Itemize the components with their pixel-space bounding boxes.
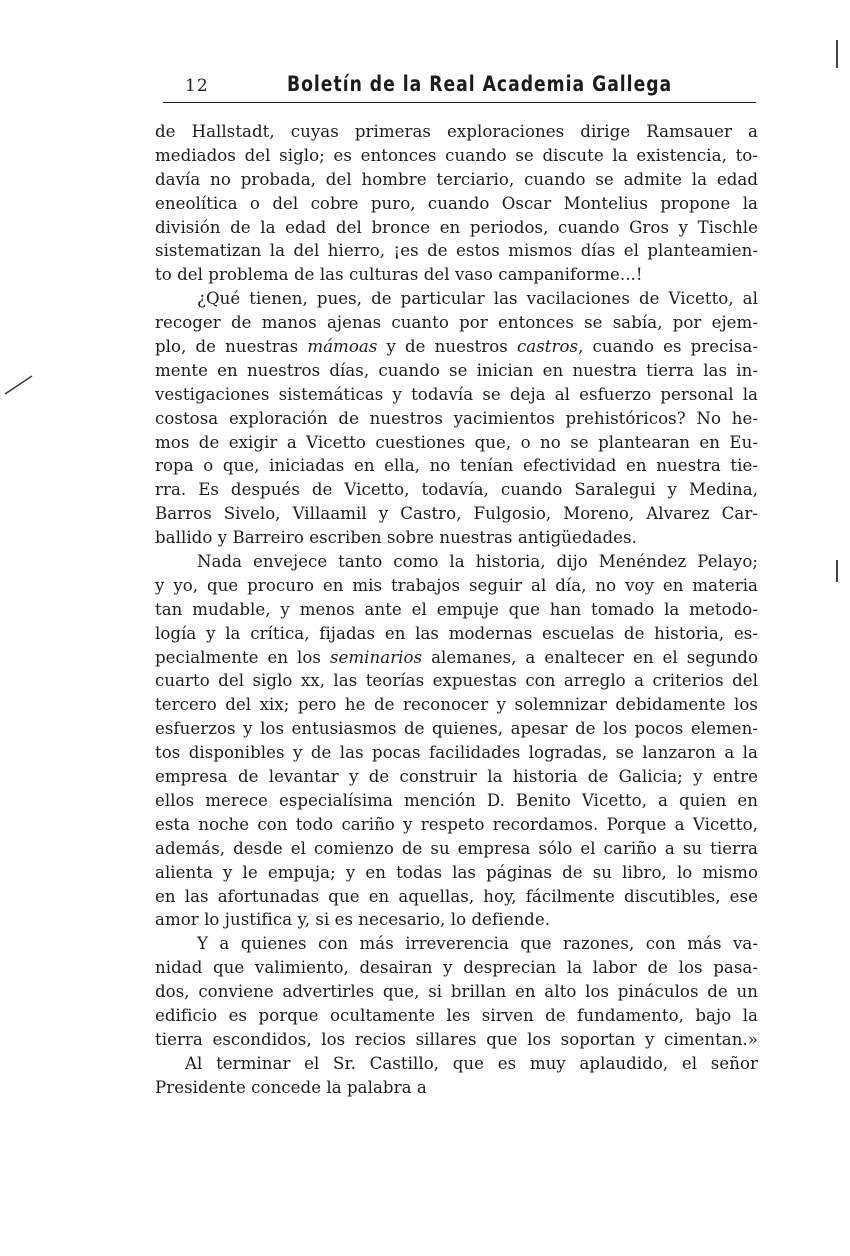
text-line: ellos merece especialísima mención D. Benito Vicetto, a quien en <box>155 790 758 810</box>
scan-edge-mark <box>836 40 838 68</box>
text-line: ¿Qué tienen, pues, de particular las vacilaciones de Vicetto, al <box>197 289 758 309</box>
text-line: pecialmente en los seminarios alemanes, a enaltecer en el segundo <box>155 647 758 667</box>
text-line: tos disponibles y de las pocas facilidades logradas, se lanzaron a la <box>155 743 758 763</box>
text-line: davía no probada, del hombre terciario, cuando se admite la edad <box>155 169 758 189</box>
text-line: edificio es porque ocultamente les sirven de fundamento, bajo la <box>155 1005 758 1025</box>
text-line: ropa o que, iniciadas en ella, no tenían efectividad en nuestra tie- <box>155 456 758 476</box>
text-line: tercero del xix; pero he de reconocer y solemnizar debidamente los <box>155 695 758 715</box>
text-line: logía y la crítica, fijadas en las modernas escuelas de historia, es- <box>155 623 758 643</box>
page-number: 12 <box>185 76 209 96</box>
text-line: alienta y le empuja; y en todas las páginas de su libro, lo mismo <box>155 862 758 882</box>
text-line: división de la edad del bronce en periodos, cuando Gros y Tischle <box>155 217 758 237</box>
text-line: nidad que valimiento, desairan y desprecian la labor de los pasa- <box>155 958 758 978</box>
text-line: cuarto del siglo xx, las teorías expuestas con arreglo a criterios del <box>155 671 758 691</box>
text-line: recoger de manos ajenas cuanto por entonces se sabía, por ejem- <box>155 313 758 333</box>
text-line: amor lo justifica y, si es necesario, lo defiende. <box>155 910 551 930</box>
text-line: y yo, que procuro en mis trabajos seguir al día, no voy en materia <box>155 575 758 595</box>
text-line: esfuerzos y los entusiasmos de quienes, apesar de los pocos elemen- <box>155 719 758 739</box>
text-line: costosa exploración de nuestros yacimientos prehistóricos? No he- <box>155 408 758 428</box>
text-line: sistematizan la del hierro, ¡es de estos mismos días el planteamien- <box>155 241 758 261</box>
text-line: mente en nuestros días, cuando se inician en nuestra tierra las in- <box>155 360 758 380</box>
text-line: dos, conviene advertirles que, si brillan en alto los pináculos de un <box>155 982 758 1002</box>
text-line: de Hallstadt, cuyas primeras exploraciones dirige Ramsauer a <box>155 122 758 141</box>
scan-edge-mark <box>836 560 838 582</box>
text-line: Al terminar el Sr. Castillo, que es muy aplaudido, el señor <box>185 1053 758 1073</box>
text-line: Presidente concede la palabra a <box>155 1077 427 1097</box>
text-line: Barros Sivelo, Villaamil y Castro, Fulgosio, Moreno, Alvarez Car- <box>155 504 758 524</box>
text-line: ballido y Barreiro escriben sobre nuestras antigüedades. <box>155 528 637 548</box>
text-line: plo, de nuestras mámoas y de nuestros castros, cuando es precisa- <box>155 337 758 357</box>
text-line: tan mudable, y menos ante el empuje que han tomado la metodo- <box>155 599 758 619</box>
text-line: empresa de levantar y de construir la historia de Galicia; y entre <box>155 767 758 787</box>
text-line: rra. Es después de Vicetto, todavía, cuando Saralegui y Medina, <box>155 480 758 500</box>
text-line: mos de exigir a Vicetto cuestiones que, o no se plantearan en Eu- <box>155 432 758 452</box>
text-line: esta noche con todo cariño y respeto recordamos. Porque a Vicetto, <box>155 814 758 834</box>
text-line: vestigaciones sistemáticas y todavía se deja al esfuerzo personal la <box>155 384 758 404</box>
text-line: to del problema de las culturas del vaso campaniforme...! <box>155 265 643 285</box>
text-line: en las afortunadas que en aquellas, hoy, fácilmente discutibles, ese <box>155 886 758 906</box>
text-line: Y a quienes con más irreverencia que razones, con más va- <box>197 934 758 954</box>
text-line: mediados del siglo; es entonces cuando se discute la existencia, to- <box>155 145 758 165</box>
body-text <box>155 120 758 1100</box>
text-line: eneolítica o del cobre puro, cuando Oscar Montelius propone la <box>155 193 758 213</box>
text-line: Nada envejece tanto como la historia, dijo Menéndez Pelayo; <box>197 552 758 572</box>
margin-pencil-mark <box>4 373 34 395</box>
text-line: tierra escondidos, los recios sillares que los soportan y cimentan.» <box>155 1029 758 1049</box>
running-title: Boletín de la Real Academia Gallega <box>287 72 673 96</box>
header-rule <box>163 102 756 103</box>
running-header <box>163 70 756 102</box>
text-line: además, desde el comienzo de su empresa sólo el cariño a su tierra <box>155 838 758 858</box>
